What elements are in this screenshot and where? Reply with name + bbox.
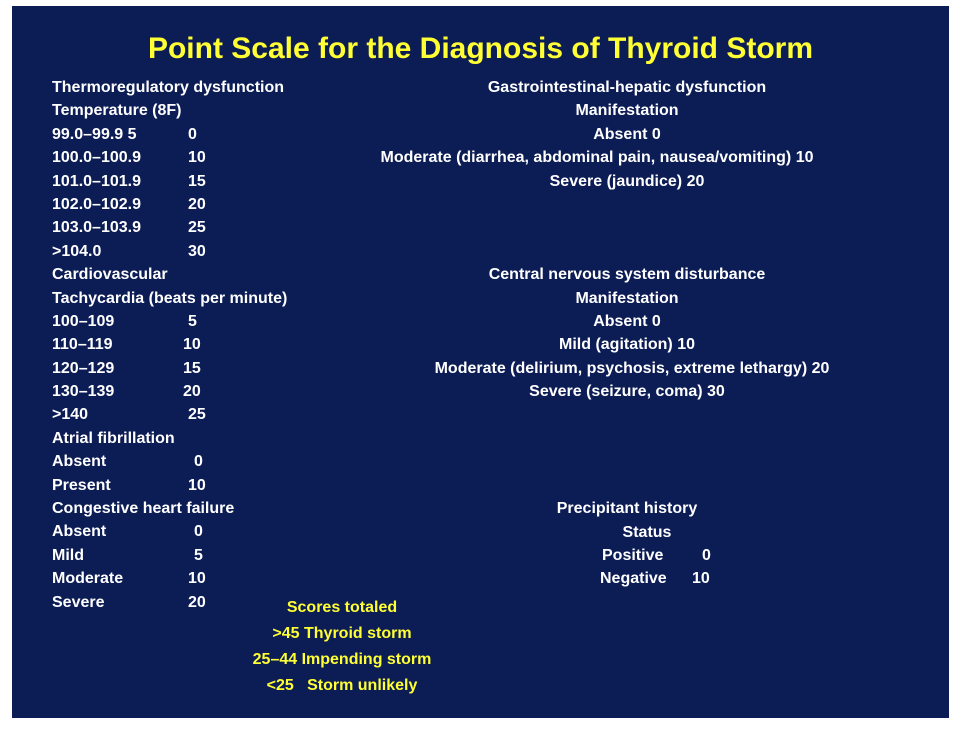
af-row xyxy=(52,450,382,473)
precipitant-label: Negative xyxy=(600,570,667,588)
temp-row xyxy=(52,193,382,216)
hr-points: 15 xyxy=(183,359,201,377)
cns-row: Mild (agitation) 10 xyxy=(559,336,695,354)
hr-row xyxy=(52,357,382,380)
hr-points: 25 xyxy=(188,406,206,424)
cns-row: Moderate (delirium, psychosis, extreme lethargy) 20 xyxy=(434,359,830,377)
precipitant-points: 10 xyxy=(692,570,710,588)
precipitant-row xyxy=(602,544,711,567)
af-heading: Atrial fibrillation xyxy=(52,429,175,447)
scores-heading: Scores totaled xyxy=(286,599,398,616)
hr-points: 5 xyxy=(188,312,197,330)
temp-points: 25 xyxy=(188,219,206,237)
slide xyxy=(12,6,949,718)
precipitant-heading: Precipitant history xyxy=(556,500,698,518)
temp-points: 15 xyxy=(188,172,206,190)
af-label: Absent xyxy=(52,453,107,471)
gi-row: Severe (jaundice) 20 xyxy=(549,172,705,190)
gi-row: Moderate (diarrhea, abdominal pain, nausea/vomiting) 10 xyxy=(380,149,814,167)
temperature-subheading: Temperature (8F) xyxy=(52,102,182,120)
temp-points: 20 xyxy=(188,195,206,213)
gi-heading: Gastrointestinal-hepatic dysfunction xyxy=(487,79,767,96)
chf-points: 5 xyxy=(194,546,203,564)
gi-subheading: Manifestation xyxy=(575,102,679,120)
hr-range: 100–109 xyxy=(52,312,115,330)
cns-subheading: Manifestation xyxy=(575,289,679,307)
chf-label: Mild xyxy=(52,546,84,564)
chf-points: 10 xyxy=(188,570,206,588)
cns-row: Severe (seizure, coma) 30 xyxy=(529,383,725,401)
hr-row xyxy=(52,380,382,403)
hr-points: 10 xyxy=(183,336,201,354)
hr-row xyxy=(52,310,382,333)
precipitant-points: 0 xyxy=(702,547,711,564)
hr-range: >140 xyxy=(52,406,89,424)
temp-range: 99.0–99.9 5 xyxy=(52,125,137,143)
chf-row xyxy=(52,520,382,543)
chf-points: 20 xyxy=(188,593,206,611)
chf-heading: Congestive heart failure xyxy=(52,500,235,518)
chf-label: Absent xyxy=(52,523,107,541)
temp-row xyxy=(52,216,382,239)
hr-row xyxy=(52,403,382,426)
thermo-heading: Thermoregulatory dysfunction xyxy=(52,79,285,96)
hr-range: 110–119 xyxy=(52,336,113,354)
temp-range: 101.0–101.9 xyxy=(52,172,141,190)
precipitant-row xyxy=(600,567,710,590)
chf-label: Severe xyxy=(52,593,105,611)
temp-range: >104.0 xyxy=(52,242,102,260)
af-label: Present xyxy=(52,476,111,494)
temp-range: 102.0–102.9 xyxy=(52,195,141,213)
hr-points: 20 xyxy=(183,383,201,401)
chf-points: 0 xyxy=(194,523,203,541)
temp-range: 103.0–103.9 xyxy=(52,219,141,237)
hr-range: 130–139 xyxy=(52,383,115,401)
score-row: 25–44 Impending storm xyxy=(252,651,432,668)
precipitant-label: Positive xyxy=(602,547,664,564)
gi-row: Absent 0 xyxy=(593,125,661,143)
chf-row xyxy=(52,544,382,567)
temp-row xyxy=(52,170,382,193)
chf-label: Moderate xyxy=(52,570,124,588)
cardio-heading: Cardiovascular xyxy=(52,266,168,284)
temp-points: 0 xyxy=(188,125,197,143)
af-points: 0 xyxy=(194,453,203,471)
hr-range: 120–129 xyxy=(52,359,115,377)
score-row: >45 Thyroid storm xyxy=(272,625,412,642)
temp-points: 30 xyxy=(188,242,206,260)
af-row xyxy=(52,474,382,497)
tachycardia-subheading: Tachycardia (beats per minute) xyxy=(52,289,288,307)
cns-heading: Central nervous system disturbance xyxy=(488,266,766,284)
temp-row xyxy=(52,240,382,263)
chf-row xyxy=(52,567,382,590)
temp-points: 10 xyxy=(188,149,206,167)
temp-range: 100.0–100.9 xyxy=(52,149,141,167)
af-points: 10 xyxy=(188,476,206,494)
slide-title: Point Scale for the Diagnosis of Thyroid Storm xyxy=(147,32,814,65)
temp-row xyxy=(52,123,382,146)
cns-row: Absent 0 xyxy=(593,313,661,330)
hr-row xyxy=(52,333,382,356)
precipitant-subheading: Status xyxy=(622,523,672,541)
score-row: <25 Storm unlikely xyxy=(266,677,418,694)
